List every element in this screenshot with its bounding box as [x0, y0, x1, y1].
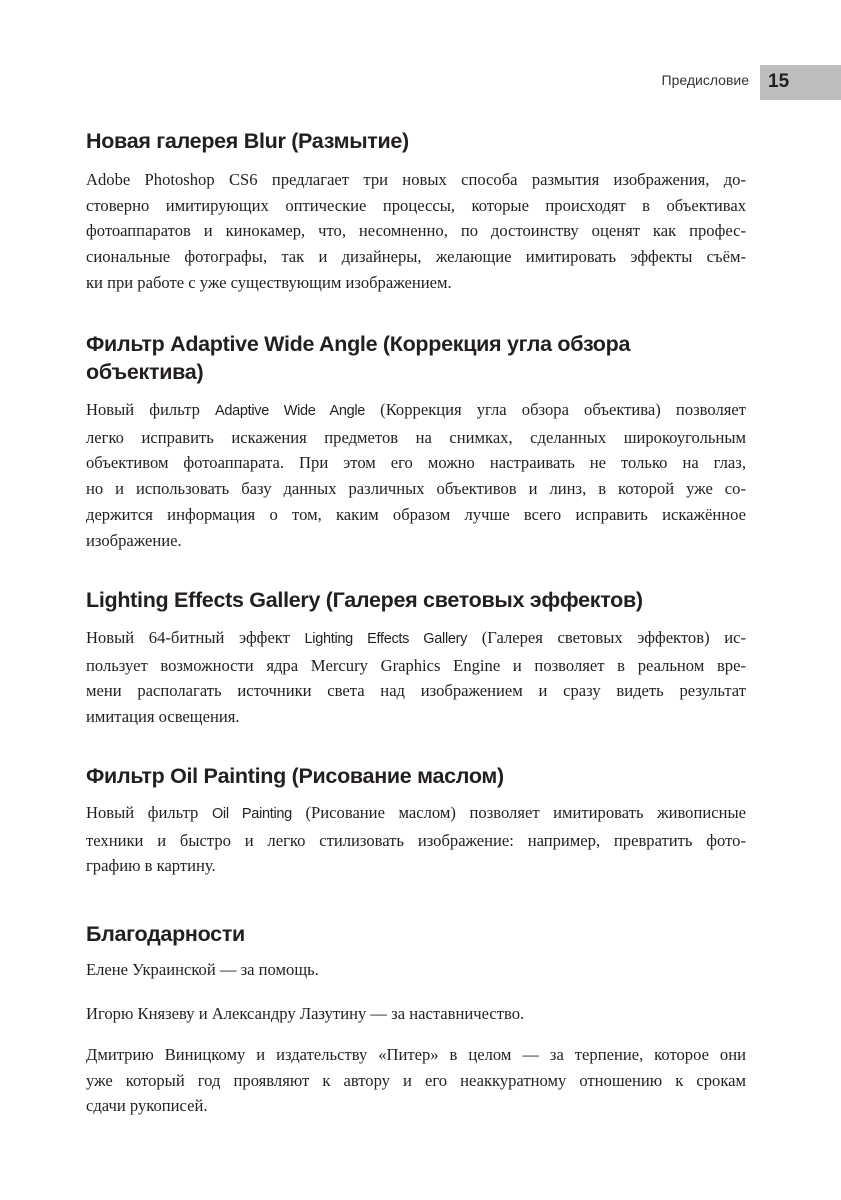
text-line — [86, 270, 746, 296]
text-run: (Коррекция угла обзора объектива) позволяет — [365, 400, 746, 419]
paragraph-blur-gallery — [86, 167, 746, 296]
text-line — [86, 1068, 746, 1094]
text-line — [86, 193, 746, 219]
text-run: изображение. — [86, 530, 182, 550]
text-line — [86, 450, 746, 476]
text-run: Елене Украинской — за помощь. — [86, 960, 319, 979]
text-run: имитация освещения. — [86, 707, 240, 727]
text-run: держится информация о том, каким образом лучше всего исправить искажённое — [86, 504, 746, 524]
text-run: графию в картину. — [86, 856, 216, 876]
text-line — [86, 704, 746, 730]
text-run: техники и быстро и легко стилизовать изображение: например, превратить фото- — [86, 830, 746, 850]
text-run: Благодарности — [86, 922, 245, 946]
text-run: объективом фотоаппарата. При этом его можно настраивать не только на глаз, — [86, 453, 746, 473]
text-line — [86, 762, 746, 790]
text-run: Новый фильтр — [86, 400, 215, 419]
text-line — [86, 127, 746, 155]
page-number: 15 — [768, 71, 790, 92]
text-line — [86, 476, 746, 502]
text-line — [86, 957, 746, 983]
heading-oil-painting — [86, 762, 746, 790]
text-line — [86, 800, 746, 828]
text-run: легко исправить искажения предметов на снимках, сделанных широкоугольным — [86, 427, 746, 447]
text-run: Игорю Князеву и Александру Лазутину — за наставничество. — [86, 1004, 525, 1023]
text-run: Дмитрию Виницкому и издательству «Питер» в целом — за терпение, которое они — [86, 1045, 746, 1064]
text-run: сдачи рукописей. — [86, 1096, 208, 1116]
text-line — [86, 678, 746, 704]
text-run: пользует возможности ядра Mercury Graphics Engine и позволяет в реальном вре- — [86, 655, 746, 675]
text-line — [86, 167, 746, 193]
text-line — [86, 853, 746, 879]
heading-blur-gallery — [86, 127, 746, 155]
text-run: Новый 64-битный эффект — [86, 628, 305, 647]
text-run: Фильтр Oil Painting (Рисование маслом) — [86, 764, 504, 788]
text-run: фотоаппаратов и кинокамер, что, несомненно, по достоинству оценят как профес- — [86, 221, 746, 241]
text-run: (Галерея световых эффектов) ис- — [467, 628, 746, 647]
text-line — [86, 397, 746, 425]
text-line — [86, 425, 746, 451]
text-line — [86, 1093, 746, 1119]
paragraph-adaptive-wide-angle — [86, 397, 746, 553]
term-name: Oil Painting — [211, 806, 292, 822]
text-run: Adobe Photoshop CS6 предлагает три новых способа размытия изображения, до- — [86, 170, 746, 189]
running-header-section: Предисловие — [661, 72, 749, 88]
text-line — [86, 625, 746, 653]
text-line — [86, 586, 746, 614]
text-line — [86, 1001, 746, 1027]
text-run: Фильтр Adaptive Wide Angle (Коррекция угла обзора — [86, 332, 631, 356]
text-line — [86, 828, 746, 854]
text-run: Новая галерея Blur (Размытие) — [86, 129, 409, 153]
heading-acknowledgements — [86, 920, 746, 948]
text-line — [86, 218, 746, 244]
term-name: Adaptive Wide Angle — [214, 403, 366, 419]
term-name: Lighting Effects Gallery — [304, 631, 468, 647]
text-line — [86, 1042, 746, 1068]
text-line — [86, 244, 746, 270]
text-run: ки при работе с уже существующим изображением. — [86, 272, 452, 292]
heading-lighting-effects — [86, 586, 746, 614]
text-run: уже который год проявляют к автору и его неаккуратному отношению к срокам — [86, 1070, 746, 1090]
text-run: сиональные фотографы, так и дизайнеры, желающие имитировать эффекты съём- — [86, 247, 746, 267]
text-run: (Рисование маслом) позволяет имитировать живописные — [291, 803, 746, 822]
text-run: но и использовать базу данных различных объективов и линз, в которой уже со- — [86, 479, 746, 499]
paragraph-thanks-2 — [86, 1001, 746, 1027]
paragraph-lighting-effects — [86, 625, 746, 730]
paragraph-oil-painting — [86, 800, 746, 879]
text-line — [86, 330, 746, 358]
text-run: объектива) — [86, 360, 204, 384]
text-line — [86, 653, 746, 679]
text-line — [86, 528, 746, 554]
text-line — [86, 920, 746, 948]
text-run: мени располагать источники света над изображением и сразу видеть результат — [86, 681, 746, 701]
text-run: Lighting Effects Gallery (Галерея световых эффектов) — [86, 588, 643, 612]
paragraph-thanks-1 — [86, 957, 746, 983]
paragraph-thanks-3 — [86, 1042, 746, 1119]
text-run: стоверно имитирующих оптические процессы, которые происходят в объективах — [86, 195, 746, 215]
page-number-box — [760, 65, 841, 100]
heading-adaptive-wide-angle — [86, 330, 746, 386]
text-line — [86, 358, 746, 386]
text-line — [86, 502, 746, 528]
text-run: Новый фильтр — [86, 803, 212, 822]
